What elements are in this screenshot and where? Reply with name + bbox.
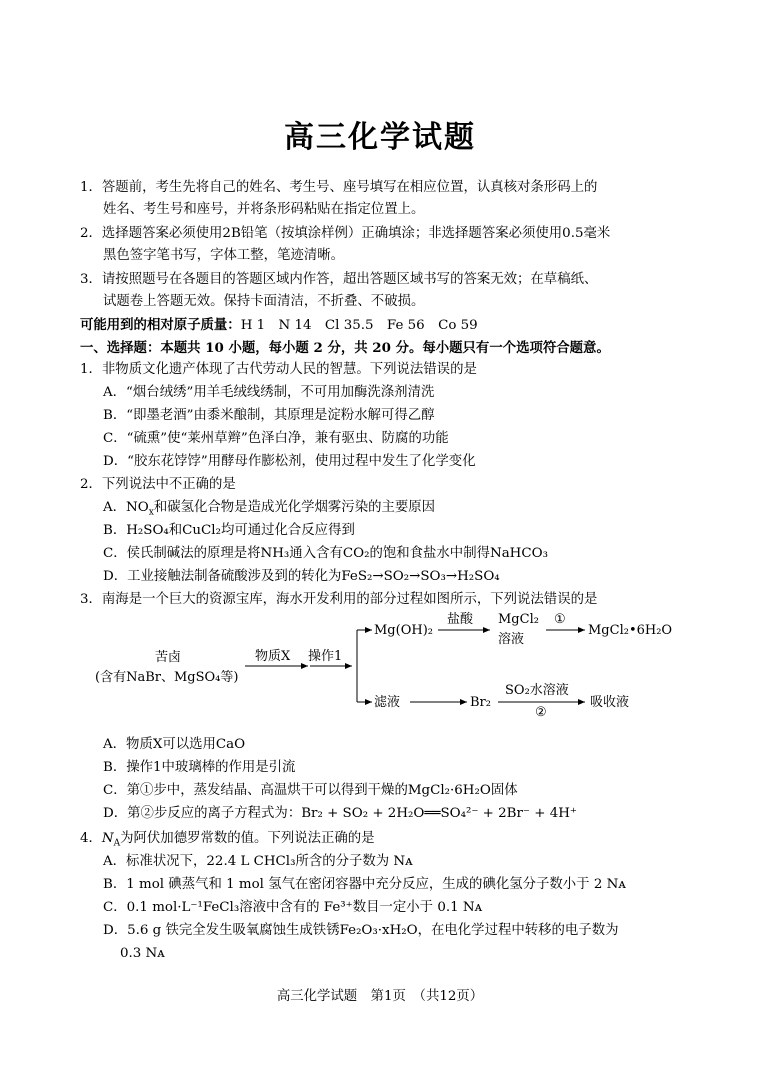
- note-1-num: 1．: [80, 180, 102, 195]
- note-2-line1: [80, 224, 610, 244]
- note-1-line2: 姓名、考生号和座号，并将条形码粘贴在指定位置上。: [103, 202, 425, 217]
- q2-option-a-part1: A．NO: [103, 500, 149, 515]
- q4-na-symbol: N: [101, 831, 114, 846]
- q1-option-d: D．“胶东花饽饽”用酵母作膨松剂，使用过程中发生了化学变化: [103, 454, 476, 469]
- node-xishouye: 吸收液: [590, 695, 630, 710]
- q2-option-a-part2: 和碳氢化合物是造成光化学烟雾污染的主要原因: [153, 500, 436, 515]
- q2-option-d: D．工业接触法制备硫酸涉及到的转化为FeS₂→SO₂→SO₃→H₂SO₄: [103, 569, 500, 584]
- node-product1: MgCl₂•6H₂O: [588, 623, 673, 638]
- note-1-line1: [80, 178, 597, 198]
- q3-flow-diagram: [80, 610, 680, 720]
- q4-stem-text: 为阿伏加德罗常数的值。下列说法正确的是: [120, 831, 375, 846]
- q2-option-c: C．侯氏制碱法的原理是将NH₃通入含有CO₂的饱和食盐水中制得NaHCO₃: [103, 546, 548, 561]
- note-3-line2: 试题卷上答题无效。保持卡面清洁，不折叠、不破损。: [103, 294, 425, 309]
- node-br2: Br₂: [470, 695, 491, 710]
- q2-option-a-sub: x: [148, 507, 154, 518]
- q4-option-c: C．0.1 mol·L⁻¹FeCl₃溶液中含有的 Fe³⁺数目一定小于 0.1 Nᴀ: [103, 900, 483, 915]
- q1-stem: 1．非物质文化遗产体现了古代劳动人民的智慧。下列说法错误的是: [80, 362, 477, 377]
- q3-option-b: B．操作1中玻璃棒的作用是引流: [103, 760, 296, 775]
- q3-option-c: C．第①步中，蒸发结晶、高温烘干可以得到干燥的MgCl₂·6H₂O固体: [103, 783, 518, 798]
- q4-option-d-line1: D．5.6 g 铁完全发生吸氧腐蚀生成铁锈Fe₂O₃·xH₂O，在电化学过程中转移的电子数为: [103, 923, 619, 938]
- note-2-line2: 黑色签字笔书写，字体工整，笔迹清晰。: [103, 248, 345, 263]
- q4-option-b: B．1 mol 碘蒸气和 1 mol 氢气在密闭容器中充分反应，生成的碘化氢分子数小于 2 Nᴀ: [103, 877, 626, 892]
- node-kulu: 苦卤: [155, 650, 182, 665]
- section-1-heading: 一、选择题：本题共 10 小题，每小题 2 分，共 20 分。每小题只有一个选项符合题意。: [80, 340, 610, 356]
- q1-option-a: A．“烟台绒绣”用羊毛绒线绣制，不可用加酶洗涤剂清洗: [103, 385, 435, 400]
- q3-option-a: A．物质X可以选用CaO: [103, 737, 246, 752]
- q4-num: 4．: [80, 831, 102, 846]
- q3-stem: 3．南海是一个巨大的资源宝库，海水开发利用的部分过程如图所示，下列说法错误的是: [80, 592, 598, 607]
- atomic-mass-line: [80, 315, 478, 336]
- q4-stem: [80, 829, 375, 849]
- node-mgoh2: Mg(OH)₂: [374, 623, 433, 638]
- node-rongye: 溶液: [498, 632, 525, 647]
- label-step1: ①: [554, 612, 566, 627]
- node-lvye: 滤液: [374, 695, 401, 710]
- q4-option-d-line2: 0.3 Nᴀ: [120, 946, 165, 961]
- node-kulu-note: (含有NaBr、MgSO₄等): [95, 670, 239, 685]
- node-wuzhix: 物质X: [255, 649, 291, 664]
- note-3-line1: [80, 270, 597, 290]
- q4-na-sub: A: [113, 838, 121, 849]
- note-1-text: 答题前，考生先将自己的姓名、考生号、座号填写在相应位置，认真核对条形码上的: [101, 180, 598, 195]
- q2-stem: 2．下列说法中不正确的是: [80, 477, 236, 492]
- q4-option-a: A．标准状况下，22.4 L CHCl₃所含的分子数为 Nᴀ: [103, 854, 413, 869]
- note-2-num: 2．: [80, 226, 102, 241]
- q2-option-b: B．H₂SO₄和CuCl₂均可通过化合反应得到: [103, 523, 355, 538]
- q1-option-c: C．“硫熏”使“莱州草辫”色泽白净，兼有驱虫、防腐的功能: [103, 431, 449, 446]
- atomic-mass-label: 可能用到的相对原子质量：: [80, 317, 241, 333]
- label-so2: SO₂水溶液: [505, 683, 569, 698]
- note-2-text: 选择题答案必须使用2B铅笔（按填涂样例）正确填涂；非选择题答案必须使用0.5毫米: [101, 226, 611, 241]
- note-3-num: 3．: [80, 272, 102, 287]
- label-hcl: 盐酸: [447, 612, 474, 627]
- q3-option-d: D．第②步反应的离子方程式为：Br₂ + SO₂ + 2H₂O══SO₄²⁻ + 2Br⁻ + 4H⁺: [103, 806, 577, 821]
- label-step2: ②: [535, 705, 547, 720]
- q1-option-b: B．“即墨老酒”由黍米酿制，其原理是淀粉水解可得乙醇: [103, 408, 435, 423]
- page-title: 高三化学试题: [284, 120, 476, 155]
- page-footer: 高三化学试题 第1页 （共12页）: [276, 989, 484, 1004]
- note-3-text: 请按照题号在各题目的答题区域内作答，超出答题区域书写的答案无效；在草稿纸、: [101, 272, 598, 287]
- node-mgcl2: MgCl₂: [498, 612, 539, 627]
- atomic-mass-values: H 1 N 14 Cl 35.5 Fe 56 Co 59: [240, 318, 478, 333]
- q2-option-a: [103, 498, 435, 518]
- node-caozuo1: 操作1: [308, 649, 343, 664]
